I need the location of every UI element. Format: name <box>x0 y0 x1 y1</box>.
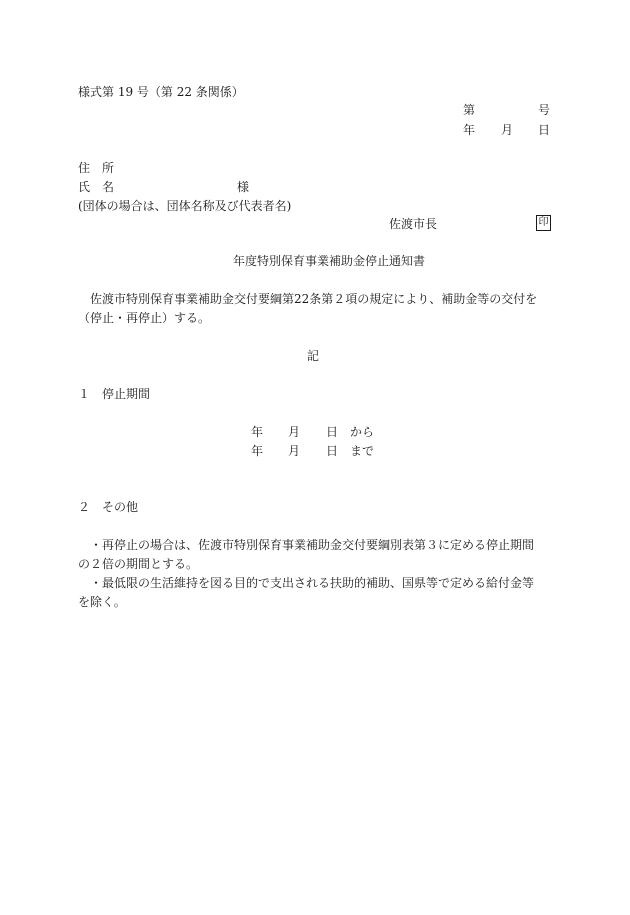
other-item-2-line-1: ・最低限の生活維持を図る目的で支出される扶助的補助、国県等で定める給付金等 <box>90 576 535 590</box>
date-year: 年 <box>463 123 476 137</box>
from-particle: から <box>350 425 375 439</box>
other-item-2-line-2: を除く。 <box>78 595 126 609</box>
section-1-heading: １ 停止期間 <box>78 387 151 401</box>
date-day: 日 <box>538 123 551 137</box>
from-month: 月 <box>288 425 301 439</box>
document-title: 年度特別保育事業補助金停止通知書 <box>233 254 426 268</box>
date-month: 月 <box>501 123 514 137</box>
honorific: 様 <box>237 180 250 194</box>
section-2-heading: ２ その他 <box>78 500 139 514</box>
other-item-1-line-1: ・再停止の場合は、佐渡市特別保育事業補助金交付要綱別表第３に定める停止期間 <box>90 538 535 552</box>
address-label: 住 所 <box>78 161 115 175</box>
doc-number-prefix: 第 <box>463 103 476 117</box>
form-number: 様式第 19 号（第 22 条関係） <box>78 85 244 99</box>
name-label: 氏 名 <box>78 180 115 194</box>
seal-box: 印 <box>536 215 551 231</box>
from-year: 年 <box>251 425 264 439</box>
to-particle: まで <box>350 444 375 458</box>
doc-number-suffix: 号 <box>538 103 551 117</box>
ki-marker: 記 <box>307 349 320 363</box>
body-line-2: （停止・再停止）する。 <box>78 311 211 325</box>
issuer-title: 佐渡市長 <box>389 217 438 231</box>
group-note: (団体の場合は、団体名称及び代表者名) <box>78 199 292 213</box>
to-year: 年 <box>251 444 264 458</box>
to-day: 日 <box>326 444 339 458</box>
body-line-1: 佐渡市特別保育事業補助金交付要綱第22条第２項の規定により、補助金等の交付を <box>90 292 538 306</box>
to-month: 月 <box>288 444 301 458</box>
from-day: 日 <box>326 425 339 439</box>
other-item-1-line-2: の２倍の期間とする。 <box>78 557 199 571</box>
